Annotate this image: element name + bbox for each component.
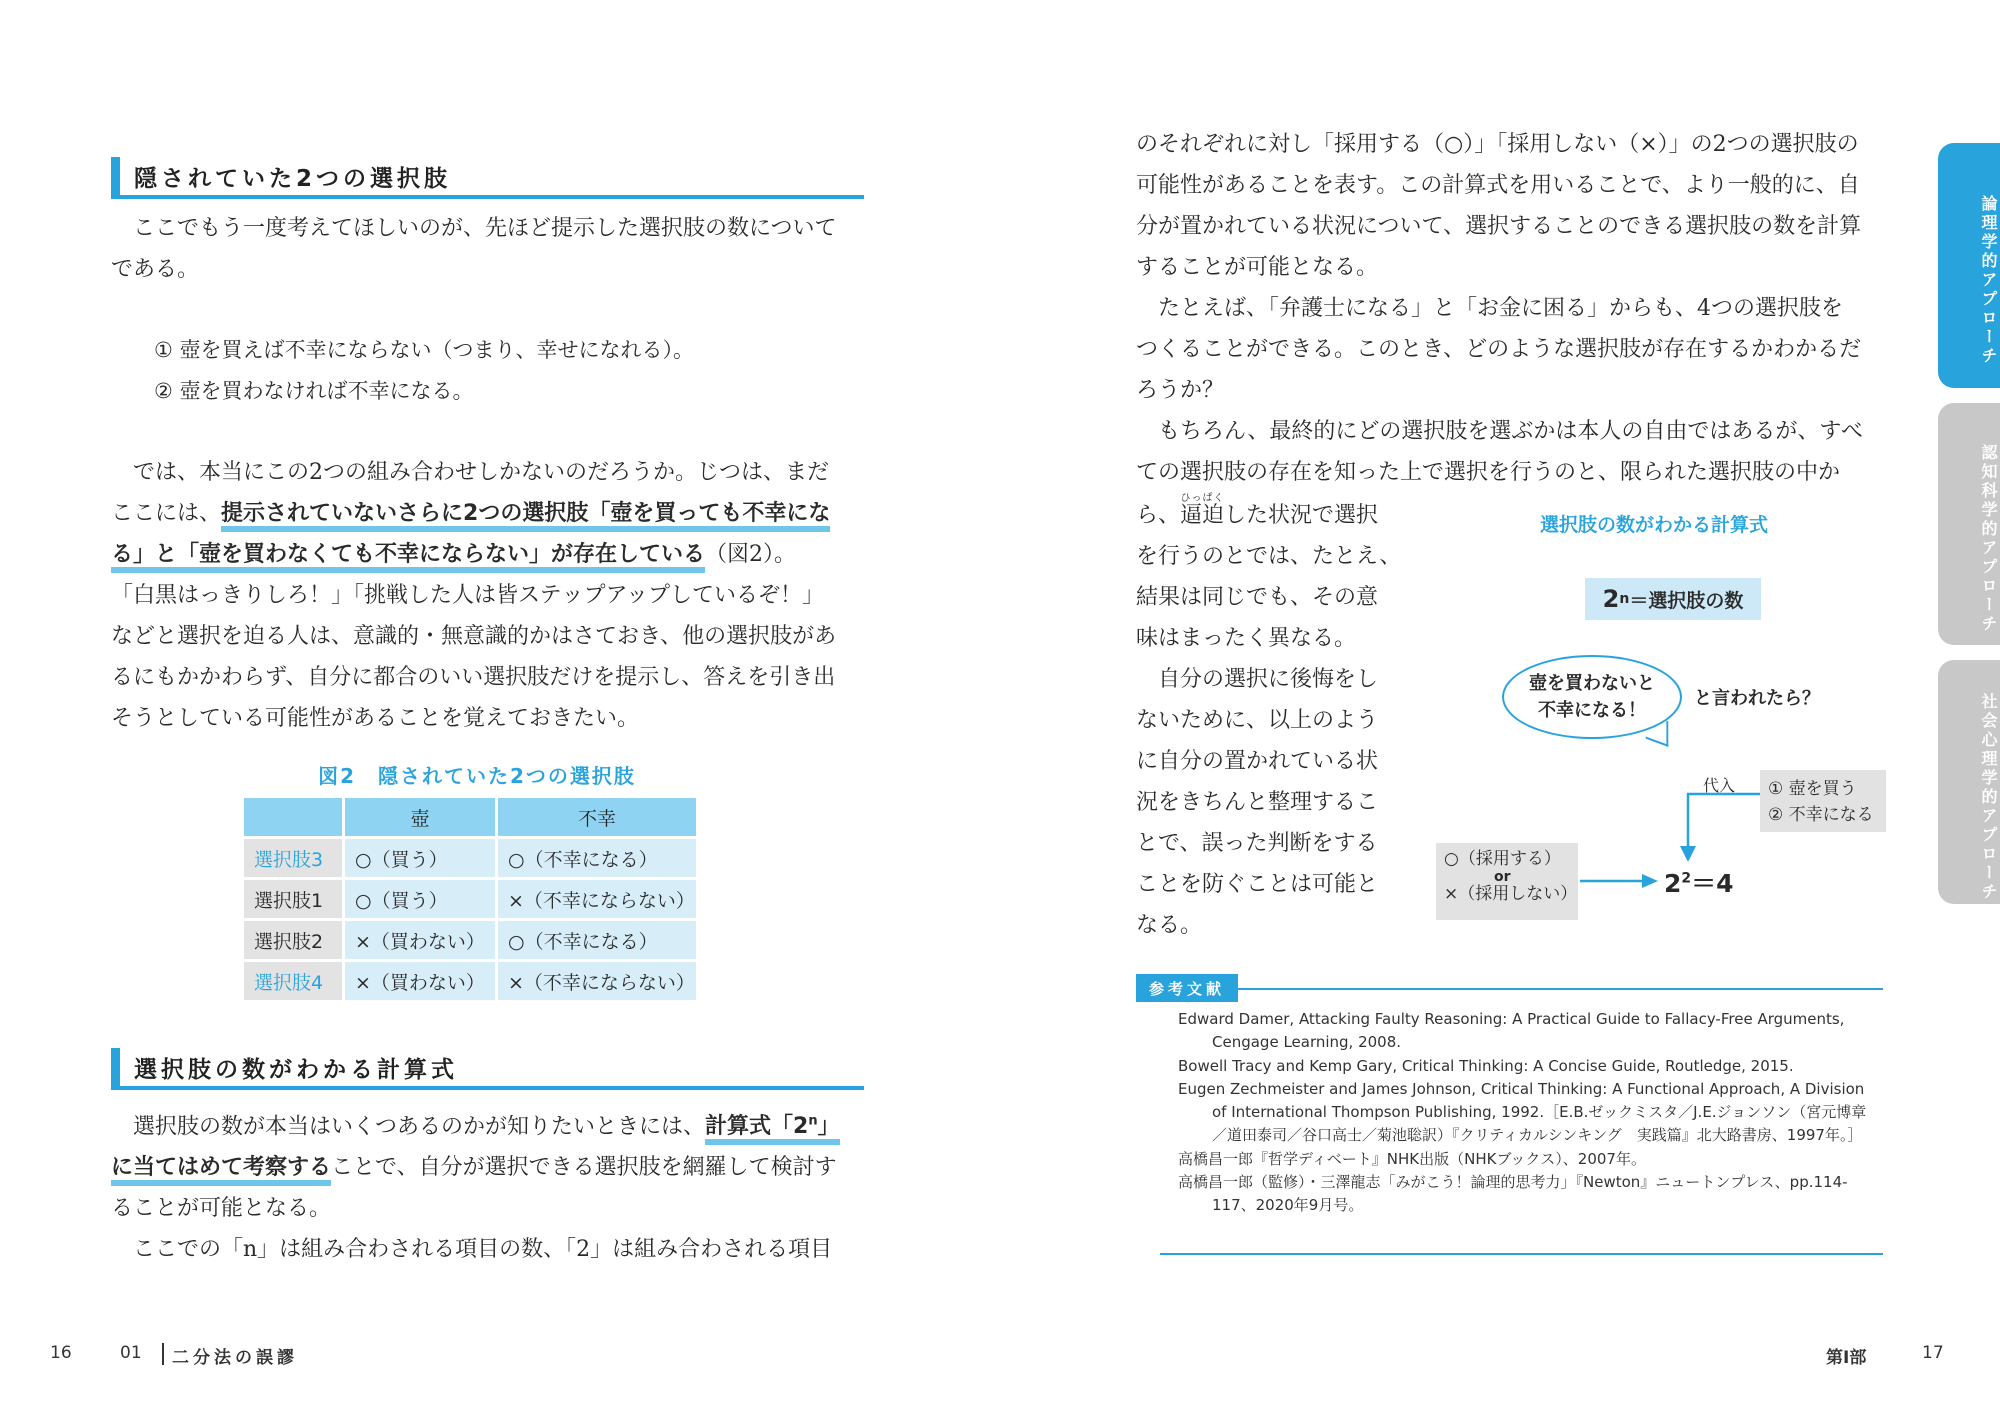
table-cell: ○（不幸になる）	[497, 920, 698, 961]
highlight-text: る」と「壺を買わなくても不幸にならない」が存在している	[111, 542, 705, 573]
bubble-suffix: と言われたら？	[1694, 688, 1820, 709]
substitute-label: 代入	[1703, 776, 1736, 795]
table-cell: ×（不幸にならない）	[497, 961, 698, 1002]
table-row	[243, 920, 698, 961]
highlight-text: 提示されていないさらに2つの選択肢「壺を買っても不幸にな	[221, 501, 830, 532]
list-item-1: ① 壺を買えば不幸にならない（つまり、幸せになれる）。	[154, 338, 694, 362]
table-cell: ○（不幸になる）	[497, 838, 698, 879]
paragraph-right-top: のそれぞれに対し「採用する（○）」「採用しない（×）」の2つの選択肢の 可能性があることを表す。この計算式を用いることで、より一般的に、自 分が置かれている状況について、選択することのできる選択肢の数を計算 することが可能となる。 たとえば、「弁護士になる」と「お金に困る」からも、4つの選択肢を つくることができる。このとき、どのような選択肢が存在するかわかるだ ろうか？ もちろん、最終的にどの選択肢を選ぶかは本人の自由ではあるが、すべ ての選択肢の存在を知った上で選択を行うのと、限られた選択肢の中か	[1136, 132, 1863, 485]
highlight-text: に当てはめて考察する	[111, 1155, 331, 1186]
table-row	[243, 879, 698, 920]
items-box: ① 壺を買う ② 不幸になる	[1760, 770, 1886, 832]
table-cell: ×（買わない）	[344, 961, 497, 1002]
row-label: 選択肢1	[243, 879, 344, 920]
table-row	[243, 838, 698, 879]
references-list	[1178, 1008, 1878, 1218]
page-number-left: 16	[50, 1343, 72, 1363]
options-box: ○（採用する） or ×（採用しない）	[1436, 843, 1578, 920]
part-label: 第Ⅰ部	[1826, 1348, 1867, 1368]
chapter-divider	[162, 1343, 164, 1365]
section-title-formula: 選択肢の数がわかる計算式	[111, 1048, 864, 1090]
chapter-title: 二分法の誤謬	[172, 1348, 298, 1368]
row-label: 選択肢4	[243, 961, 344, 1002]
table-cell: ×（買わない）	[344, 920, 497, 961]
table-row	[243, 961, 698, 1002]
references-top-rule	[1238, 988, 1883, 990]
ruby-word: 逼迫ひっぱく	[1180, 493, 1225, 528]
diagram-title: 選択肢の数がわかる計算式	[1540, 514, 1769, 536]
row-label: 選択肢2	[243, 920, 344, 961]
reference-item: 高橋昌一郎（監修）・三澤龍志「みがこう！論理的思考力」『Newton』ニュートンプレス、pp.114-117、2020年9月号。	[1178, 1173, 1848, 1215]
formula-box: 2 n ＝選択肢の数	[1585, 578, 1761, 620]
table-cell: ○（買う）	[344, 838, 497, 879]
table-header-pot: 壺	[344, 797, 497, 838]
options-table	[241, 795, 699, 1003]
section-title-hidden-options: 隠されていた2つの選択肢	[111, 157, 864, 199]
table-header-misfortune: 不幸	[497, 797, 698, 838]
highlight-text: 計算式「2$^n$」	[705, 1114, 840, 1145]
reference-item: Edward Damer, Attacking Faulty Reasoning: A Practical Guide to Fallacy-Free Arguments, Cengage Learning, 2008.	[1178, 1010, 1845, 1052]
option-arrow-head	[1642, 874, 1658, 888]
paragraph-formula: 選択肢の数が本当はいくつあるのかが知りたいときには、計算式「2$^n$」 に当てはめて考察することで、自分が選択できる選択肢を網羅して検討す ることが可能となる。 ここでの「n」は組み合わされる項目の数、「2」は組み合わされる項目	[111, 1114, 840, 1263]
tab-social-psychology-approach[interactable]: 社会心理学的アプローチ	[1938, 660, 2000, 904]
substitute-arrow-head	[1680, 846, 1696, 862]
reference-item: Eugen Zechmeister and James Johnson, Critical Thinking: A Functional Approach, A Division of International Thompson Publishing, 1992.［E.B.ゼックミスタ／J.E.ジョンソン（宮元博章／道田泰司／谷口高士／菊池聡訳）『クリティカルシンキング 実践篇』北大路書房、1997年。］	[1178, 1079, 1867, 1145]
tab-logic-approach[interactable]: 論理学的アプローチ	[1938, 143, 2000, 388]
row-label: 選択肢3	[243, 838, 344, 879]
table-header-row	[243, 797, 698, 838]
paragraph-intro: ここでもう一度考えてほしいのが、先ほど提示した選択肢の数について である。	[111, 216, 837, 282]
tab-cognitive-approach[interactable]: 認知科学的アプローチ	[1938, 403, 2000, 645]
substitute-arrow-line	[1688, 794, 1760, 848]
reference-item: 高橋昌一郎『哲学ディベート』NHK出版（NHKブックス）、2007年。	[1178, 1149, 1646, 1168]
table-cell: ×（不幸にならない）	[497, 879, 698, 920]
table-header-empty	[243, 797, 344, 838]
chapter-number: 01	[120, 1343, 142, 1363]
page-number-right: 17	[1922, 1343, 1944, 1363]
references-label: 参考文献	[1136, 974, 1238, 1002]
paragraph-hidden-options: では、本当にこの2つの組み合わせしかないのだろうか。じつは、まだ ここには、提示されていないさらに2つの選択肢「壺を買っても不幸にな る」と「壺を買わなくても不幸にならない」が存在している（図2）。 「白黒はっきりしろ！」「挑戦した人は皆ステップアップしているぞ！」 などと選択を迫る人は、意識的・無意識的かはさておき、他の選択肢があ るにもかかわらず、自分に都合のいい選択肢だけを提示し、答えを引き出 そうとしている可能性があることを覚えておきたい。	[111, 460, 837, 731]
references-bottom-rule	[1160, 1253, 1883, 1255]
speech-bubble: 壺を買わないと 不幸になる！	[1502, 655, 1682, 739]
figure-title: 図2 隠されていた2つの選択肢	[318, 764, 636, 788]
table-cell: ○（買う）	[344, 879, 497, 920]
result-formula: $2^2=4$	[1664, 869, 1734, 898]
list-item-2: ② 壺を買わなければ不幸になる。	[154, 379, 474, 403]
reference-item: Bowell Tracy and Kemp Gary, Critical Thinking: A Concise Guide, Routledge, 2015.	[1178, 1056, 1794, 1075]
paragraph-right-narrow: ら、逼迫ひっぱくした状況で選択 を行うのとでは、たとえ、 結果は同じでも、その意 味はまったく異なる。 自分の選択に後悔をし ないために、以上のよう に自分の置かれている状 況をきちんと整理するこ とで、誤った判断をする ことを防ぐことは可能と なる。	[1136, 493, 1402, 938]
